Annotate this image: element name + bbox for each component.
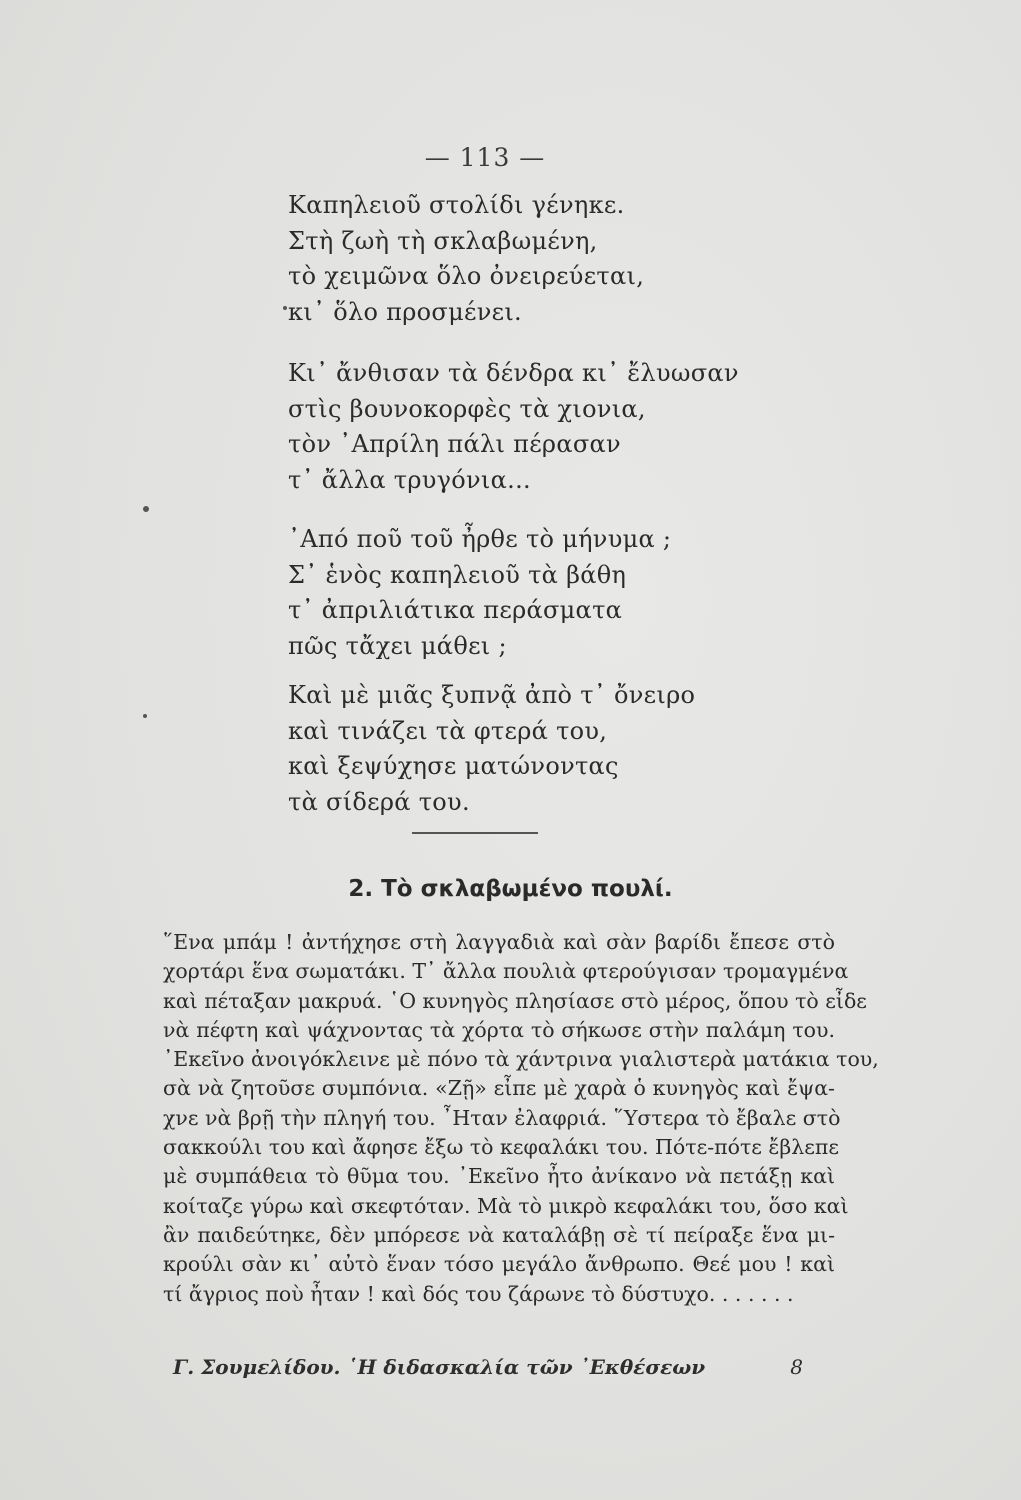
- poem-line: ᾿Από ποῦ τοῦ ἦρθε τὸ μήνυμα ;: [288, 525, 672, 553]
- poem-stanza: [288, 356, 739, 498]
- prose-line: τί ἄγριος ποὺ ἦταν ! καὶ δός του ζάρωνε τὸ δύστυχο. . . . . . .: [163, 1281, 794, 1306]
- ink-speck: [143, 506, 149, 512]
- poem-line: Κι᾿ ἄνθισαν τὰ δένδρα κι᾿ ἔλυωσαν: [288, 359, 739, 387]
- poem-line: πῶς τἄχει μάθει ;: [288, 631, 507, 660]
- prose-line: χνε νὰ βρῇ τὴν πληγή του. ῏Ηταν ἐλαφριά. ῞Υστερα τὸ ἔβαλε στὸ: [163, 1105, 841, 1130]
- poem-line: Καὶ μὲ μιᾶς ξυπνᾷ ἀπὸ τ᾿ ὄνειρο: [288, 681, 696, 709]
- poem-stanza: [288, 678, 695, 820]
- poem-line: τὸν ᾿Απρίλη πάλι πέρασαν: [288, 430, 621, 458]
- poem-line: τὸ χειμῶνα ὅλο ὀνειρεύεται,: [288, 262, 645, 290]
- poem-line: Καπηλειοῦ στολίδι γένηκε.: [288, 191, 625, 219]
- poem-line: τ᾿ ἀπριλιάτικα περάσματα: [288, 596, 623, 624]
- prose-line: κοίταζε γύρω καὶ σκεφτόταν. Μὰ τὸ μικρὸ κεφαλάκι του, ὅσο καὶ: [163, 1193, 849, 1218]
- footer-signature: Γ. Σουμελίδου. ῾Η διδασκαλία τῶν ᾿Εκθέσεων: [173, 1355, 706, 1379]
- page-number: — 113 —: [424, 143, 546, 172]
- prose-line: κρούλι σὰν κι᾿ αὐτὸ ἕναν τόσο μεγάλο ἄνθρωπο. Θεέ μου ! καὶ: [163, 1252, 835, 1277]
- prose-line: σακκούλι του καὶ ἄφησε ἔξω τὸ κεφαλάκι του. Πότε-πότε ἔβλεπε: [163, 1135, 839, 1160]
- prose-line: ῞Ενα μπάμ ! ἀντήχησε στὴ λαγγαδιὰ καὶ σὰν βαρίδι ἔπεσε στὸ: [163, 930, 835, 954]
- prose-paragraph: [163, 928, 879, 1309]
- prose-line: σὰ νὰ ζητοῦσε συμπόνια. «Ζῇ» εἶπε μὲ χαρὰ ὁ κυνηγὸς καὶ ἔψα-: [163, 1076, 835, 1101]
- poem-line: Στὴ ζωὴ τὴ σκλαβωμένη,: [288, 226, 598, 255]
- poem-line: τὰ σίδερά του.: [288, 787, 470, 816]
- ink-speck: [143, 714, 147, 718]
- poem-stanza: [288, 188, 644, 330]
- poem-line: Σ᾿ ἑνὸς καπηλειοῦ τὰ βάθη: [288, 560, 627, 589]
- poem-line: κι᾿ ὅλο προσμένει.: [288, 297, 522, 326]
- section-heading: 2. Τὸ σκλαβωμένο πουλί.: [348, 876, 673, 902]
- prose-line: ἂν παιδεύτηκε, δὲν μπόρεσε νὰ καταλάβῃ σὲ τί πείραξε ἕνα μι-: [163, 1222, 835, 1247]
- poem-line: καὶ ξεψύχησε ματώνοντας: [288, 752, 619, 780]
- prose-line: μὲ συμπάθεια τὸ θῦμα του. ᾿Εκεῖνο ἦτο ἀνίκανο νὰ πετάξῃ καὶ: [163, 1164, 835, 1189]
- section-divider: [412, 832, 538, 834]
- ink-speck: [283, 306, 287, 310]
- poem-stanza: [288, 522, 671, 664]
- prose-line: ᾿Εκεῖνο ἀνοιγόκλεινε μὲ πόνο τὰ χάντρινα γιαλιστερὰ ματάκια του,: [163, 1047, 879, 1072]
- page-footer: [173, 1355, 823, 1379]
- prose-line: νὰ πέφτη καὶ ψάχνοντας τὰ χόρτα τὸ σήκωσε στὴν παλάμη του.: [163, 1017, 835, 1042]
- poem-line: στὶς βουνοκορφὲς τὰ χιονια,: [288, 394, 646, 423]
- poem-line: τ᾿ ἄλλα τρυγόνια...: [288, 465, 531, 494]
- prose-line: καὶ πέταξαν μακρυά. ῾Ο κυνηγὸς πλησίασε στὸ μέρος, ὅπου τὸ εἶδε: [163, 988, 867, 1013]
- prose-line: χορτάρι ἕνα σωματάκι. Τ᾿ ἄλλα πουλιὰ φτερούγισαν τρομαγμένα: [163, 959, 849, 984]
- poem-line: καὶ τινάζει τὰ φτερά του,: [288, 716, 608, 745]
- sheet-number: 8: [790, 1355, 803, 1379]
